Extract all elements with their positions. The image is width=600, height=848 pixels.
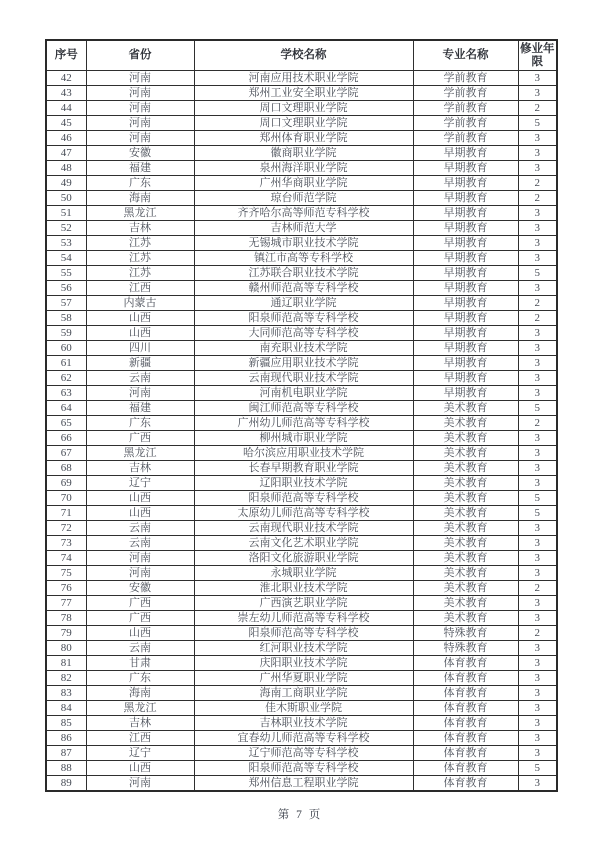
cell-province: 黑龙江 (86, 446, 194, 461)
cell-major: 早期教育 (413, 191, 518, 206)
cell-major: 早期教育 (413, 251, 518, 266)
cell-school: 阳泉师范高等专科学校 (194, 311, 413, 326)
cell-school: 广西演艺职业学院 (194, 596, 413, 611)
cell-school: 崇左幼儿师范高等专科学校 (194, 611, 413, 626)
cell-years: 3 (518, 221, 557, 236)
cell-school: 云南现代职业技术学院 (194, 371, 413, 386)
cell-years: 3 (518, 281, 557, 296)
cell-major: 早期教育 (413, 326, 518, 341)
cell-major: 早期教育 (413, 206, 518, 221)
cell-years: 2 (518, 191, 557, 206)
cell-major: 美术教育 (413, 461, 518, 476)
cell-major: 学前教育 (413, 101, 518, 116)
cell-major: 早期教育 (413, 386, 518, 401)
cell-province: 广东 (86, 176, 194, 191)
table-row (46, 506, 557, 521)
cell-number: 75 (46, 566, 86, 581)
table-row (46, 236, 557, 251)
cell-number: 47 (46, 146, 86, 161)
page-number: 第 7 页 (277, 809, 323, 821)
table-row (46, 161, 557, 176)
column-header-province: 省份 (86, 40, 194, 71)
cell-number: 55 (46, 266, 86, 281)
cell-school: 郑州信息工程职业学院 (194, 776, 413, 792)
cell-years: 2 (518, 176, 557, 191)
table-row (46, 371, 557, 386)
cell-number: 87 (46, 746, 86, 761)
cell-number: 79 (46, 626, 86, 641)
cell-years: 3 (518, 521, 557, 536)
cell-major: 体育教育 (413, 701, 518, 716)
cell-school: 通辽职业学院 (194, 296, 413, 311)
table-row (46, 686, 557, 701)
cell-number: 84 (46, 701, 86, 716)
table-row (46, 326, 557, 341)
cell-years: 5 (518, 506, 557, 521)
cell-province: 黑龙江 (86, 701, 194, 716)
cell-province: 江西 (86, 281, 194, 296)
cell-school: 齐齐哈尔高等师范专科学校 (194, 206, 413, 221)
cell-major: 体育教育 (413, 671, 518, 686)
cell-major: 体育教育 (413, 746, 518, 761)
cell-years: 3 (518, 146, 557, 161)
cell-school: 广州华商职业学院 (194, 176, 413, 191)
cell-school: 辽阳职业技术学院 (194, 476, 413, 491)
cell-major: 美术教育 (413, 506, 518, 521)
cell-province: 江苏 (86, 266, 194, 281)
cell-major: 美术教育 (413, 416, 518, 431)
cell-years: 3 (518, 431, 557, 446)
cell-school: 无锡城市职业技术学院 (194, 236, 413, 251)
cell-school: 大同师范高等专科学校 (194, 326, 413, 341)
table-row (46, 536, 557, 551)
cell-school: 庆阳职业技术学院 (194, 656, 413, 671)
cell-years: 3 (518, 71, 557, 86)
cell-school: 河南机电职业学院 (194, 386, 413, 401)
cell-number: 46 (46, 131, 86, 146)
table-row (46, 251, 557, 266)
cell-school: 长春早期教育职业学院 (194, 461, 413, 476)
cell-number: 69 (46, 476, 86, 491)
cell-number: 58 (46, 311, 86, 326)
cell-years: 5 (518, 266, 557, 281)
table-row (46, 671, 557, 686)
cell-major: 美术教育 (413, 611, 518, 626)
table-row (46, 86, 557, 101)
cell-number: 89 (46, 776, 86, 792)
cell-major: 早期教育 (413, 161, 518, 176)
header-row (46, 40, 557, 71)
cell-school: 宜春幼儿师范高等专科学校 (194, 731, 413, 746)
cell-province: 吉林 (86, 716, 194, 731)
cell-major: 体育教育 (413, 731, 518, 746)
cell-number: 52 (46, 221, 86, 236)
cell-years: 3 (518, 461, 557, 476)
cell-major: 体育教育 (413, 656, 518, 671)
table-row (46, 521, 557, 536)
cell-years: 3 (518, 776, 557, 792)
cell-school: 镇江市高等专科学校 (194, 251, 413, 266)
cell-province: 福建 (86, 401, 194, 416)
cell-school: 吉林师范大学 (194, 221, 413, 236)
table-row (46, 581, 557, 596)
table-row (46, 356, 557, 371)
cell-major: 早期教育 (413, 146, 518, 161)
cell-major: 学前教育 (413, 116, 518, 131)
cell-years: 3 (518, 596, 557, 611)
cell-province: 山西 (86, 491, 194, 506)
table-row (46, 446, 557, 461)
cell-school: 广州华夏职业学院 (194, 671, 413, 686)
cell-number: 45 (46, 116, 86, 131)
cell-major: 早期教育 (413, 176, 518, 191)
cell-years: 3 (518, 326, 557, 341)
cell-major: 特殊教育 (413, 641, 518, 656)
table-row (46, 386, 557, 401)
cell-major: 早期教育 (413, 236, 518, 251)
cell-province: 山西 (86, 311, 194, 326)
cell-years: 5 (518, 401, 557, 416)
cell-province: 河南 (86, 131, 194, 146)
table-row (46, 551, 557, 566)
cell-years: 3 (518, 611, 557, 626)
cell-school: 阳泉师范高等专科学校 (194, 491, 413, 506)
table-row (46, 776, 557, 792)
cell-province: 河南 (86, 116, 194, 131)
cell-years: 3 (518, 86, 557, 101)
cell-years: 2 (518, 101, 557, 116)
cell-school: 佳木斯职业学院 (194, 701, 413, 716)
cell-school: 洛阳文化旅游职业学院 (194, 551, 413, 566)
cell-major: 美术教育 (413, 401, 518, 416)
cell-major: 学前教育 (413, 71, 518, 86)
cell-province: 山西 (86, 326, 194, 341)
cell-province: 山西 (86, 761, 194, 776)
cell-school: 阳泉师范高等专科学校 (194, 761, 413, 776)
cell-years: 3 (518, 161, 557, 176)
cell-number: 88 (46, 761, 86, 776)
table-row (46, 281, 557, 296)
cell-school: 郑州体育职业学院 (194, 131, 413, 146)
cell-province: 内蒙古 (86, 296, 194, 311)
cell-province: 河南 (86, 551, 194, 566)
table-row (46, 431, 557, 446)
table-row (46, 731, 557, 746)
cell-major: 早期教育 (413, 371, 518, 386)
cell-province: 安徽 (86, 146, 194, 161)
cell-major: 美术教育 (413, 476, 518, 491)
table-row (46, 116, 557, 131)
cell-years: 2 (518, 416, 557, 431)
cell-school: 阳泉师范高等专科学校 (194, 626, 413, 641)
cell-major: 学前教育 (413, 86, 518, 101)
cell-province: 江西 (86, 731, 194, 746)
cell-province: 广西 (86, 611, 194, 626)
cell-number: 78 (46, 611, 86, 626)
cell-major: 早期教育 (413, 281, 518, 296)
table-row (46, 611, 557, 626)
table-row (46, 296, 557, 311)
cell-school: 吉林职业技术学院 (194, 716, 413, 731)
cell-number: 68 (46, 461, 86, 476)
cell-school: 云南文化艺术职业学院 (194, 536, 413, 551)
cell-number: 49 (46, 176, 86, 191)
cell-number: 50 (46, 191, 86, 206)
cell-school: 闽江师范高等专科学校 (194, 401, 413, 416)
table-row (46, 71, 557, 86)
cell-years: 5 (518, 116, 557, 131)
cell-school: 新疆应用职业技术学院 (194, 356, 413, 371)
table-row (46, 746, 557, 761)
cell-number: 53 (46, 236, 86, 251)
cell-years: 3 (518, 386, 557, 401)
cell-province: 河南 (86, 86, 194, 101)
cell-years: 3 (518, 746, 557, 761)
cell-years: 3 (518, 131, 557, 146)
cell-province: 四川 (86, 341, 194, 356)
cell-province: 广西 (86, 431, 194, 446)
cell-major: 学前教育 (413, 131, 518, 146)
cell-province: 辽宁 (86, 746, 194, 761)
cell-province: 吉林 (86, 461, 194, 476)
cell-school: 海南工商职业学院 (194, 686, 413, 701)
cell-major: 早期教育 (413, 311, 518, 326)
cell-school: 淮北职业技术学院 (194, 581, 413, 596)
cell-province: 云南 (86, 521, 194, 536)
table-row (46, 716, 557, 731)
cell-years: 3 (518, 371, 557, 386)
cell-province: 山西 (86, 626, 194, 641)
column-header-major: 专业名称 (413, 40, 518, 71)
table-row (46, 566, 557, 581)
cell-major: 美术教育 (413, 551, 518, 566)
cell-major: 早期教育 (413, 266, 518, 281)
cell-province: 江苏 (86, 251, 194, 266)
cell-school: 广州幼儿师范高等专科学校 (194, 416, 413, 431)
cell-years: 3 (518, 446, 557, 461)
column-header-school: 学校名称 (194, 40, 413, 71)
table-row (46, 401, 557, 416)
table-row (46, 626, 557, 641)
cell-province: 广东 (86, 416, 194, 431)
cell-school: 泉州海洋职业学院 (194, 161, 413, 176)
cell-school: 南充职业技术学院 (194, 341, 413, 356)
cell-number: 48 (46, 161, 86, 176)
cell-years: 3 (518, 671, 557, 686)
cell-province: 江苏 (86, 236, 194, 251)
table-row (46, 461, 557, 476)
cell-school: 哈尔滨应用职业技术学院 (194, 446, 413, 461)
cell-years: 3 (518, 716, 557, 731)
cell-school: 郑州工业安全职业学院 (194, 86, 413, 101)
cell-school: 周口文理职业学院 (194, 101, 413, 116)
cell-number: 63 (46, 386, 86, 401)
cell-province: 河南 (86, 386, 194, 401)
table-row (46, 206, 557, 221)
cell-years: 2 (518, 311, 557, 326)
cell-province: 辽宁 (86, 476, 194, 491)
cell-province: 海南 (86, 686, 194, 701)
table-row (46, 131, 557, 146)
cell-years: 3 (518, 731, 557, 746)
cell-number: 67 (46, 446, 86, 461)
table-row (46, 701, 557, 716)
cell-school: 周口文理职业学院 (194, 116, 413, 131)
cell-number: 56 (46, 281, 86, 296)
cell-number: 62 (46, 371, 86, 386)
cell-number: 71 (46, 506, 86, 521)
table-row (46, 341, 557, 356)
cell-years: 5 (518, 491, 557, 506)
table-row (46, 176, 557, 191)
cell-major: 美术教育 (413, 431, 518, 446)
column-header-number: 序号 (46, 40, 86, 71)
cell-number: 80 (46, 641, 86, 656)
cell-major: 体育教育 (413, 716, 518, 731)
cell-number: 70 (46, 491, 86, 506)
table-row (46, 416, 557, 431)
cell-province: 河南 (86, 71, 194, 86)
table-row (46, 146, 557, 161)
cell-number: 61 (46, 356, 86, 371)
cell-number: 54 (46, 251, 86, 266)
cell-number: 65 (46, 416, 86, 431)
cell-major: 特殊教育 (413, 626, 518, 641)
cell-number: 77 (46, 596, 86, 611)
cell-major: 早期教育 (413, 356, 518, 371)
cell-school: 琼台师范学院 (194, 191, 413, 206)
cell-number: 59 (46, 326, 86, 341)
table-row (46, 191, 557, 206)
cell-years: 3 (518, 641, 557, 656)
cell-province: 河南 (86, 101, 194, 116)
cell-province: 云南 (86, 641, 194, 656)
cell-years: 3 (518, 206, 557, 221)
cell-number: 82 (46, 671, 86, 686)
table-row (46, 491, 557, 506)
cell-major: 美术教育 (413, 446, 518, 461)
cell-years: 3 (518, 476, 557, 491)
cell-years: 5 (518, 761, 557, 776)
cell-school: 太原幼儿师范高等专科学校 (194, 506, 413, 521)
table-row (46, 266, 557, 281)
cell-number: 86 (46, 731, 86, 746)
cell-province: 黑龙江 (86, 206, 194, 221)
cell-province: 河南 (86, 776, 194, 792)
cell-number: 73 (46, 536, 86, 551)
table-row (46, 596, 557, 611)
cell-major: 体育教育 (413, 761, 518, 776)
cell-years: 2 (518, 581, 557, 596)
cell-number: 81 (46, 656, 86, 671)
cell-major: 美术教育 (413, 491, 518, 506)
cell-number: 83 (46, 686, 86, 701)
cell-major: 美术教育 (413, 581, 518, 596)
cell-number: 74 (46, 551, 86, 566)
cell-major: 美术教育 (413, 566, 518, 581)
cell-number: 64 (46, 401, 86, 416)
cell-years: 2 (518, 626, 557, 641)
cell-number: 60 (46, 341, 86, 356)
cell-school: 赣州师范高等专科学校 (194, 281, 413, 296)
cell-number: 85 (46, 716, 86, 731)
cell-number: 57 (46, 296, 86, 311)
cell-school: 河南应用技术职业学院 (194, 71, 413, 86)
cell-number: 42 (46, 71, 86, 86)
cell-province: 云南 (86, 536, 194, 551)
cell-years: 3 (518, 566, 557, 581)
cell-province: 甘肃 (86, 656, 194, 671)
cell-school: 永城职业学院 (194, 566, 413, 581)
cell-province: 广东 (86, 671, 194, 686)
cell-years: 3 (518, 356, 557, 371)
cell-major: 美术教育 (413, 521, 518, 536)
schools-table (45, 39, 558, 792)
cell-school: 江苏联合职业技术学院 (194, 266, 413, 281)
cell-years: 3 (518, 536, 557, 551)
cell-school: 辽宁师范高等专科学校 (194, 746, 413, 761)
cell-years: 3 (518, 251, 557, 266)
cell-province: 吉林 (86, 221, 194, 236)
cell-years: 3 (518, 551, 557, 566)
cell-major: 早期教育 (413, 221, 518, 236)
cell-years: 3 (518, 686, 557, 701)
table-row (46, 221, 557, 236)
cell-major: 早期教育 (413, 296, 518, 311)
cell-years: 3 (518, 656, 557, 671)
table-row (46, 641, 557, 656)
cell-province: 河南 (86, 566, 194, 581)
column-header-years: 修业年限 (518, 40, 557, 71)
table-row (46, 311, 557, 326)
cell-years: 2 (518, 296, 557, 311)
table-row (46, 656, 557, 671)
table-row (46, 761, 557, 776)
cell-school: 柳州城市职业学院 (194, 431, 413, 446)
cell-number: 76 (46, 581, 86, 596)
cell-province: 山西 (86, 506, 194, 521)
cell-province: 广西 (86, 596, 194, 611)
cell-major: 美术教育 (413, 596, 518, 611)
cell-school: 徽商职业学院 (194, 146, 413, 161)
cell-province: 新疆 (86, 356, 194, 371)
cell-number: 43 (46, 86, 86, 101)
cell-number: 44 (46, 101, 86, 116)
cell-school: 红河职业技术学院 (194, 641, 413, 656)
cell-school: 云南现代职业技术学院 (194, 521, 413, 536)
cell-number: 51 (46, 206, 86, 221)
cell-years: 3 (518, 701, 557, 716)
cell-province: 安徽 (86, 581, 194, 596)
cell-number: 66 (46, 431, 86, 446)
cell-number: 72 (46, 521, 86, 536)
cell-province: 海南 (86, 191, 194, 206)
cell-province: 云南 (86, 371, 194, 386)
cell-province: 福建 (86, 161, 194, 176)
cell-major: 早期教育 (413, 341, 518, 356)
cell-major: 美术教育 (413, 536, 518, 551)
cell-major: 体育教育 (413, 686, 518, 701)
cell-years: 3 (518, 236, 557, 251)
cell-major: 体育教育 (413, 776, 518, 792)
table-row (46, 476, 557, 491)
cell-years: 3 (518, 341, 557, 356)
table-row (46, 101, 557, 116)
